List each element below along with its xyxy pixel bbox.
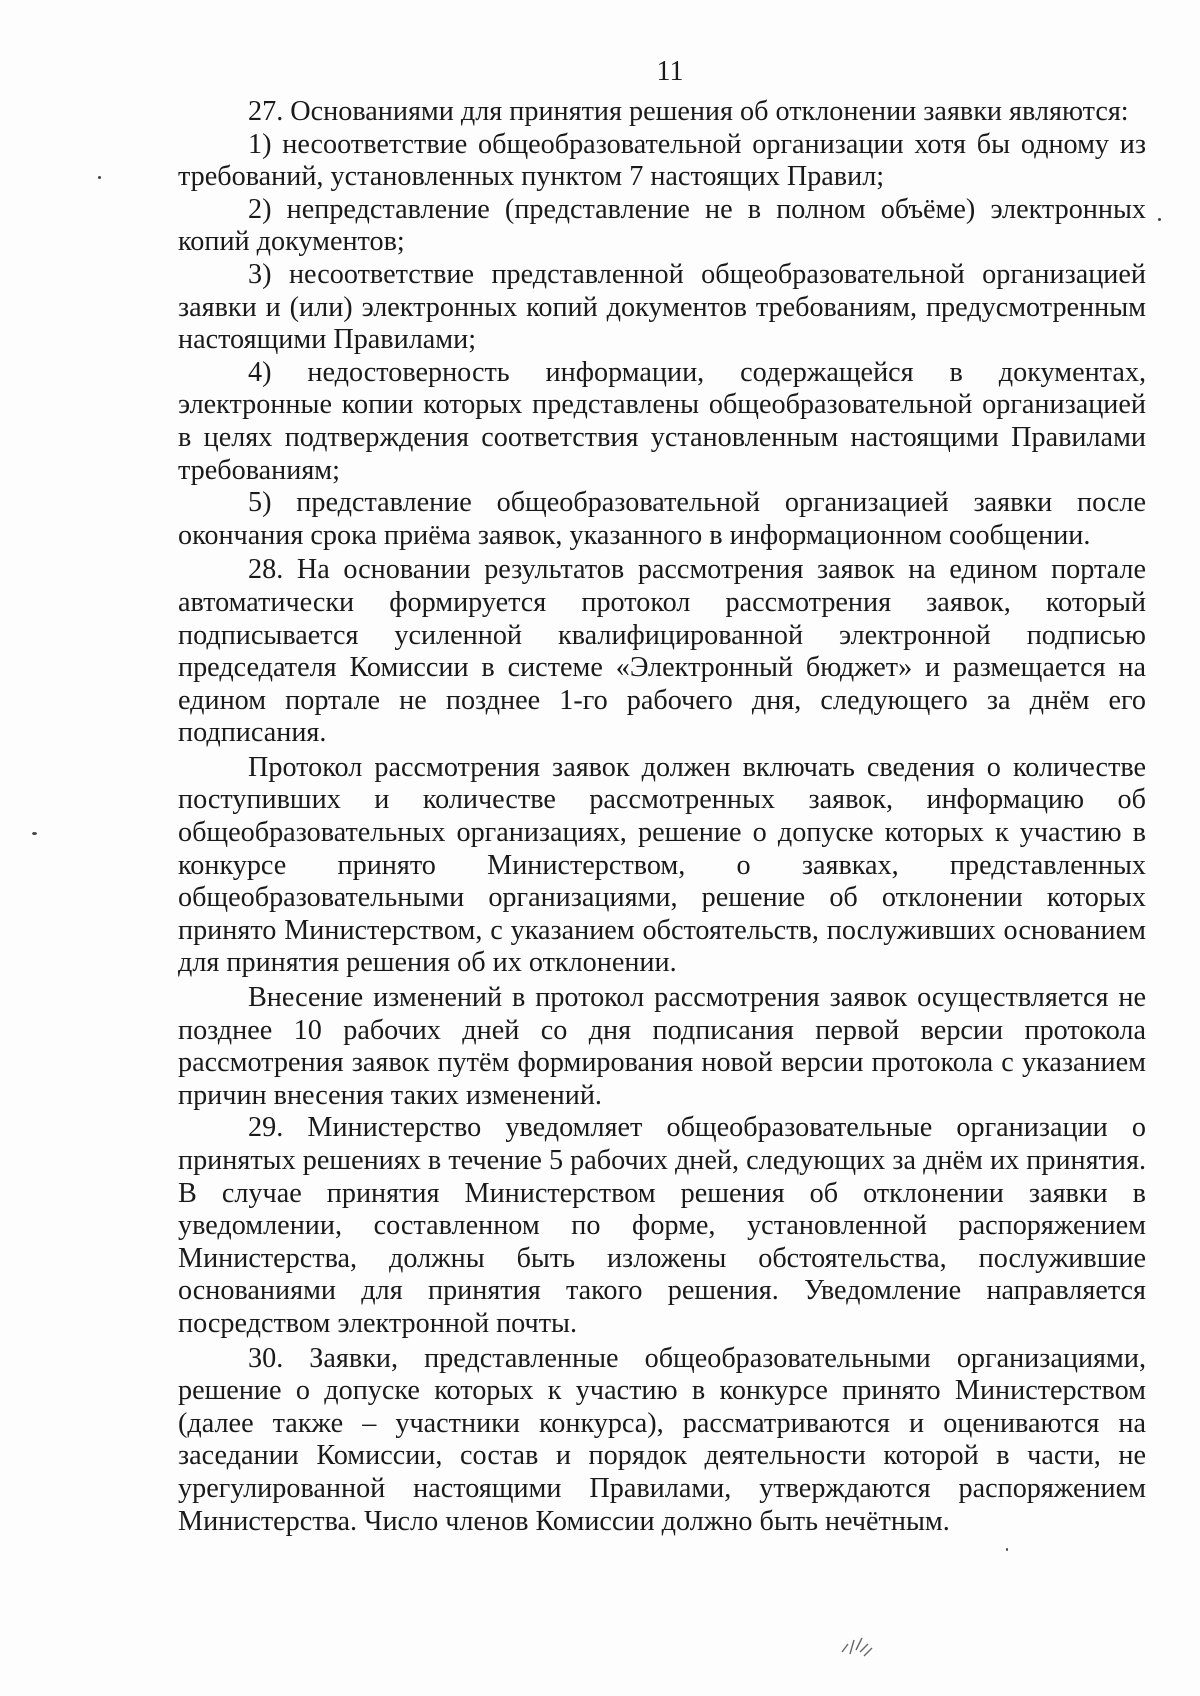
paragraph-28-changes: Внесение изменений в протокол рассмотрения заявок осуществляется не позднее 10 рабочих дней со дня подписания первой версии протокола рассмотрения заявок путём формирования новой версии протокола с указанием причин внесения таких изменений. (178, 982, 1146, 1111)
paragraph-30: 30. Заявки, представленные общеобразовательными организациями, решение о допуске которых к участию в конкурсе принято Министерством (далее также – участники конкурса), рассматриваются и оцениваются на заседании Комиссии, состав и порядок деятельности которой в части, не урегулированной настоящими Правилами, утверждаются распоряжением Министерства. Число членов Комиссии должно быть нечётным. (178, 1342, 1146, 1537)
paragraph-27-item-5: 5) представление общеобразовательной организацией заявки после окончания срока приёма заявок, указанного в информационном сообщении. (178, 487, 1146, 551)
paragraph-27: 27. Основаниями для принятия решения об отклонении заявки являются: (248, 96, 1129, 127)
document-body (178, 96, 1146, 1538)
scan-speck (98, 176, 101, 179)
paragraph-27-item-4: 4) недостоверность информации, содержащейся в документах, электронные копии которых представлены общеобразовательной организацией в целях подтверждения соответствия установленным настоящими Правилами требованиям; (178, 356, 1146, 486)
paragraph-29: 29. Министерство уведомляет общеобразовательные организации о принятых решениях в течение 5 рабочих дней, следующих за днём их принятия. В случае принятия Министерством решения об отклонении заявки в уведомлении, составленном по форме, установленной распоряжением Министерства, должны быть изложены обстоятельства, послужившие основаниями для принятия такого решения. Уведомление направляется посредством электронной почты. (178, 1112, 1146, 1339)
paragraph-27-item-2: 2) непредставление (представление не в полном объёме) электронных копий документов; (178, 193, 1146, 258)
paragraph-28: 28. На основании результатов рассмотрения заявок на едином портале автоматически формируется протокол рассмотрения заявок, который подписывается усиленной квалифицированной электронной подписью председателя Комиссии в системе «Электронный бюджет» и размещается на едином портале не позднее 1-го рабочего дня, следующего за днём его подписания. (178, 554, 1146, 749)
paragraph-27-item-3: 3) несоответствие представленной общеобразовательной организацией заявки и (или) электронных копий документов требованиям, предусмотренным настоящими Правилами; (178, 258, 1146, 356)
paragraph-27-item-1: 1) несоответствие общеобразовательной организации хотя бы одному из требований, установленных пунктом 7 настоящих Правил; (178, 128, 1146, 193)
scan-speck (1158, 218, 1161, 221)
paragraph-28-protocol: Протокол рассмотрения заявок должен включать сведения о количестве поступивших и количестве рассмотренных заявок, информацию об общеобразовательных организациях, решение о допуске которых к участию в конкурсе принято Министерством, о заявках, представленных общеобразовательными организациями, решение об отклонении которых принято Министерством, с указанием обстоятельств, послуживших основанием для принятия решения об их отклонении. (178, 751, 1146, 979)
scan-speck (1006, 1548, 1008, 1551)
scan-speck (32, 832, 37, 835)
scan-mark (838, 1630, 878, 1660)
page-number: 11 (656, 56, 684, 87)
